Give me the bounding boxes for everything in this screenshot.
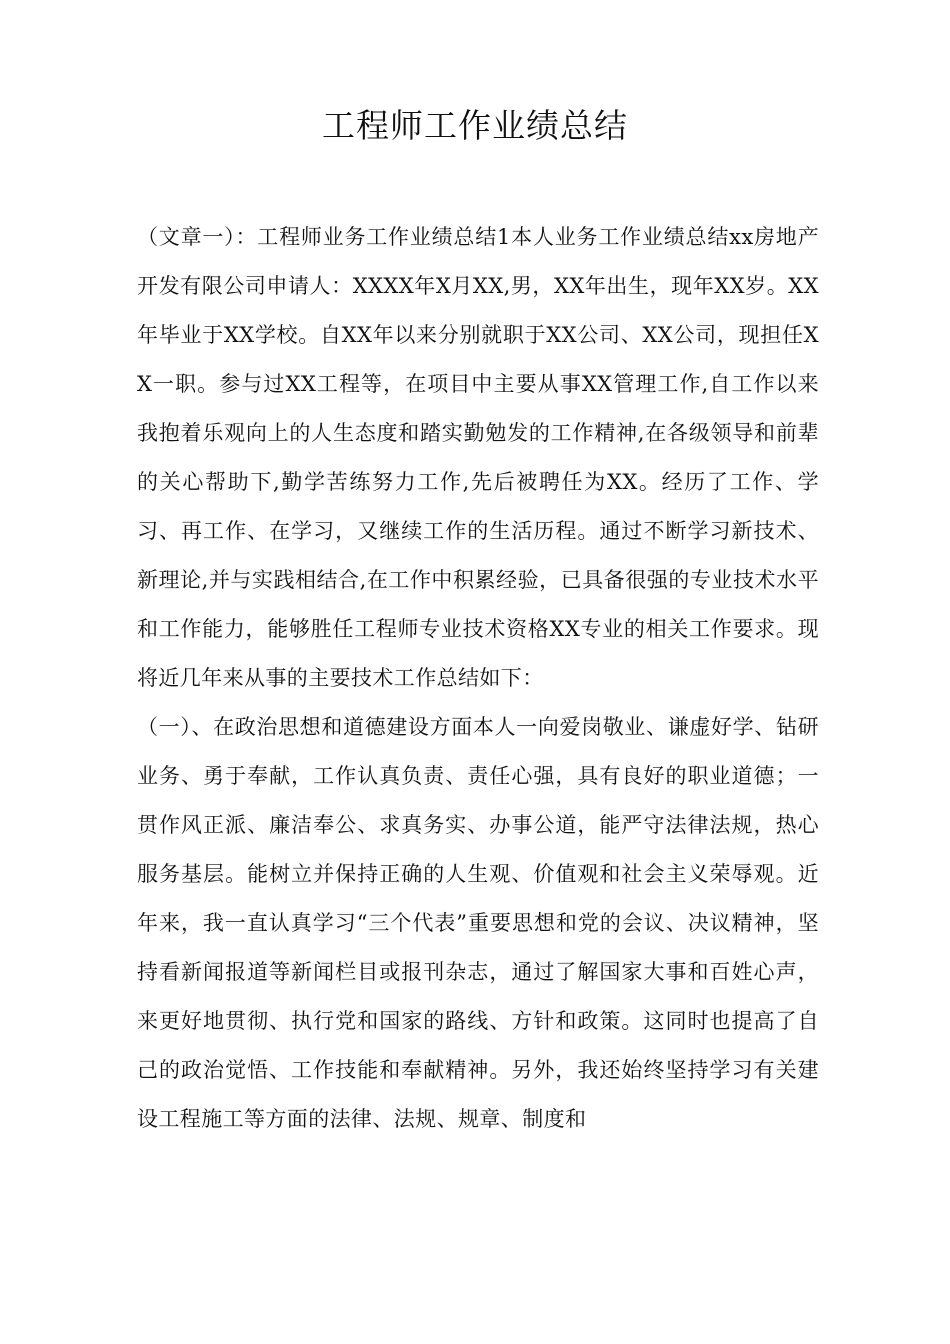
document-body: [137, 213, 819, 1144]
paragraph-section-one: （一）、在政治思想和道德建设方面本人一向爱岗敬业、谦虚好学、钻研业务、勇于奉献，工作认真负责、责任心强，具有良好的职业道德；一贯作风正派、廉洁奉公、求真务实、办事公道，能严守法律法规，热心服务基层。能树立并保持正确的人生观、价值观和社会主义荣辱观。近年来，我一直认真学习“三个代表”重要思想和党的会议、决议精神，坚持看新闻报道等新闻栏目或报刊杂志，通过了解国家大事和百姓心声，来更好地贯彻、执行党和国家的路线、方针和政策。这同时也提高了自己的政治觉悟、工作技能和奉献精神。另外，我还始终坚持学习有关建设工程施工等方面的法律、法规、规章、制度和: [137, 715, 819, 1131]
paragraph-intro: （文章一）：工程师业务工作业绩总结1本人业务工作业绩总结xx房地产开发有限公司申请人：XXXX年X月XX,男，XX年出生，现年XX岁。XX年毕业于XX学校。自XX年以来分别就职于XX公司、XX公司，现担任XX一职。参与过XX工程等，在项目中主要从事XX管理工作,自工作以来我抱着乐观向上的人生态度和踏实勤勉发的工作精神,在各级领导和前辈的关心帮助下,勤学苦练努力工作,先后被聘任为XX。经历了工作、学习、再工作、在学习，又继续工作的生活历程。通过不断学习新技术、新理论,并与实践相结合,在工作中积累经验，已具备很强的专业技术水平和工作能力，能够胜任工程师专业技术资格XX专业的相关工作要求。现将近几年来从事的主要技术工作总结如下：: [137, 225, 819, 690]
document-title: 工程师工作业绩总结: [322, 106, 628, 145]
